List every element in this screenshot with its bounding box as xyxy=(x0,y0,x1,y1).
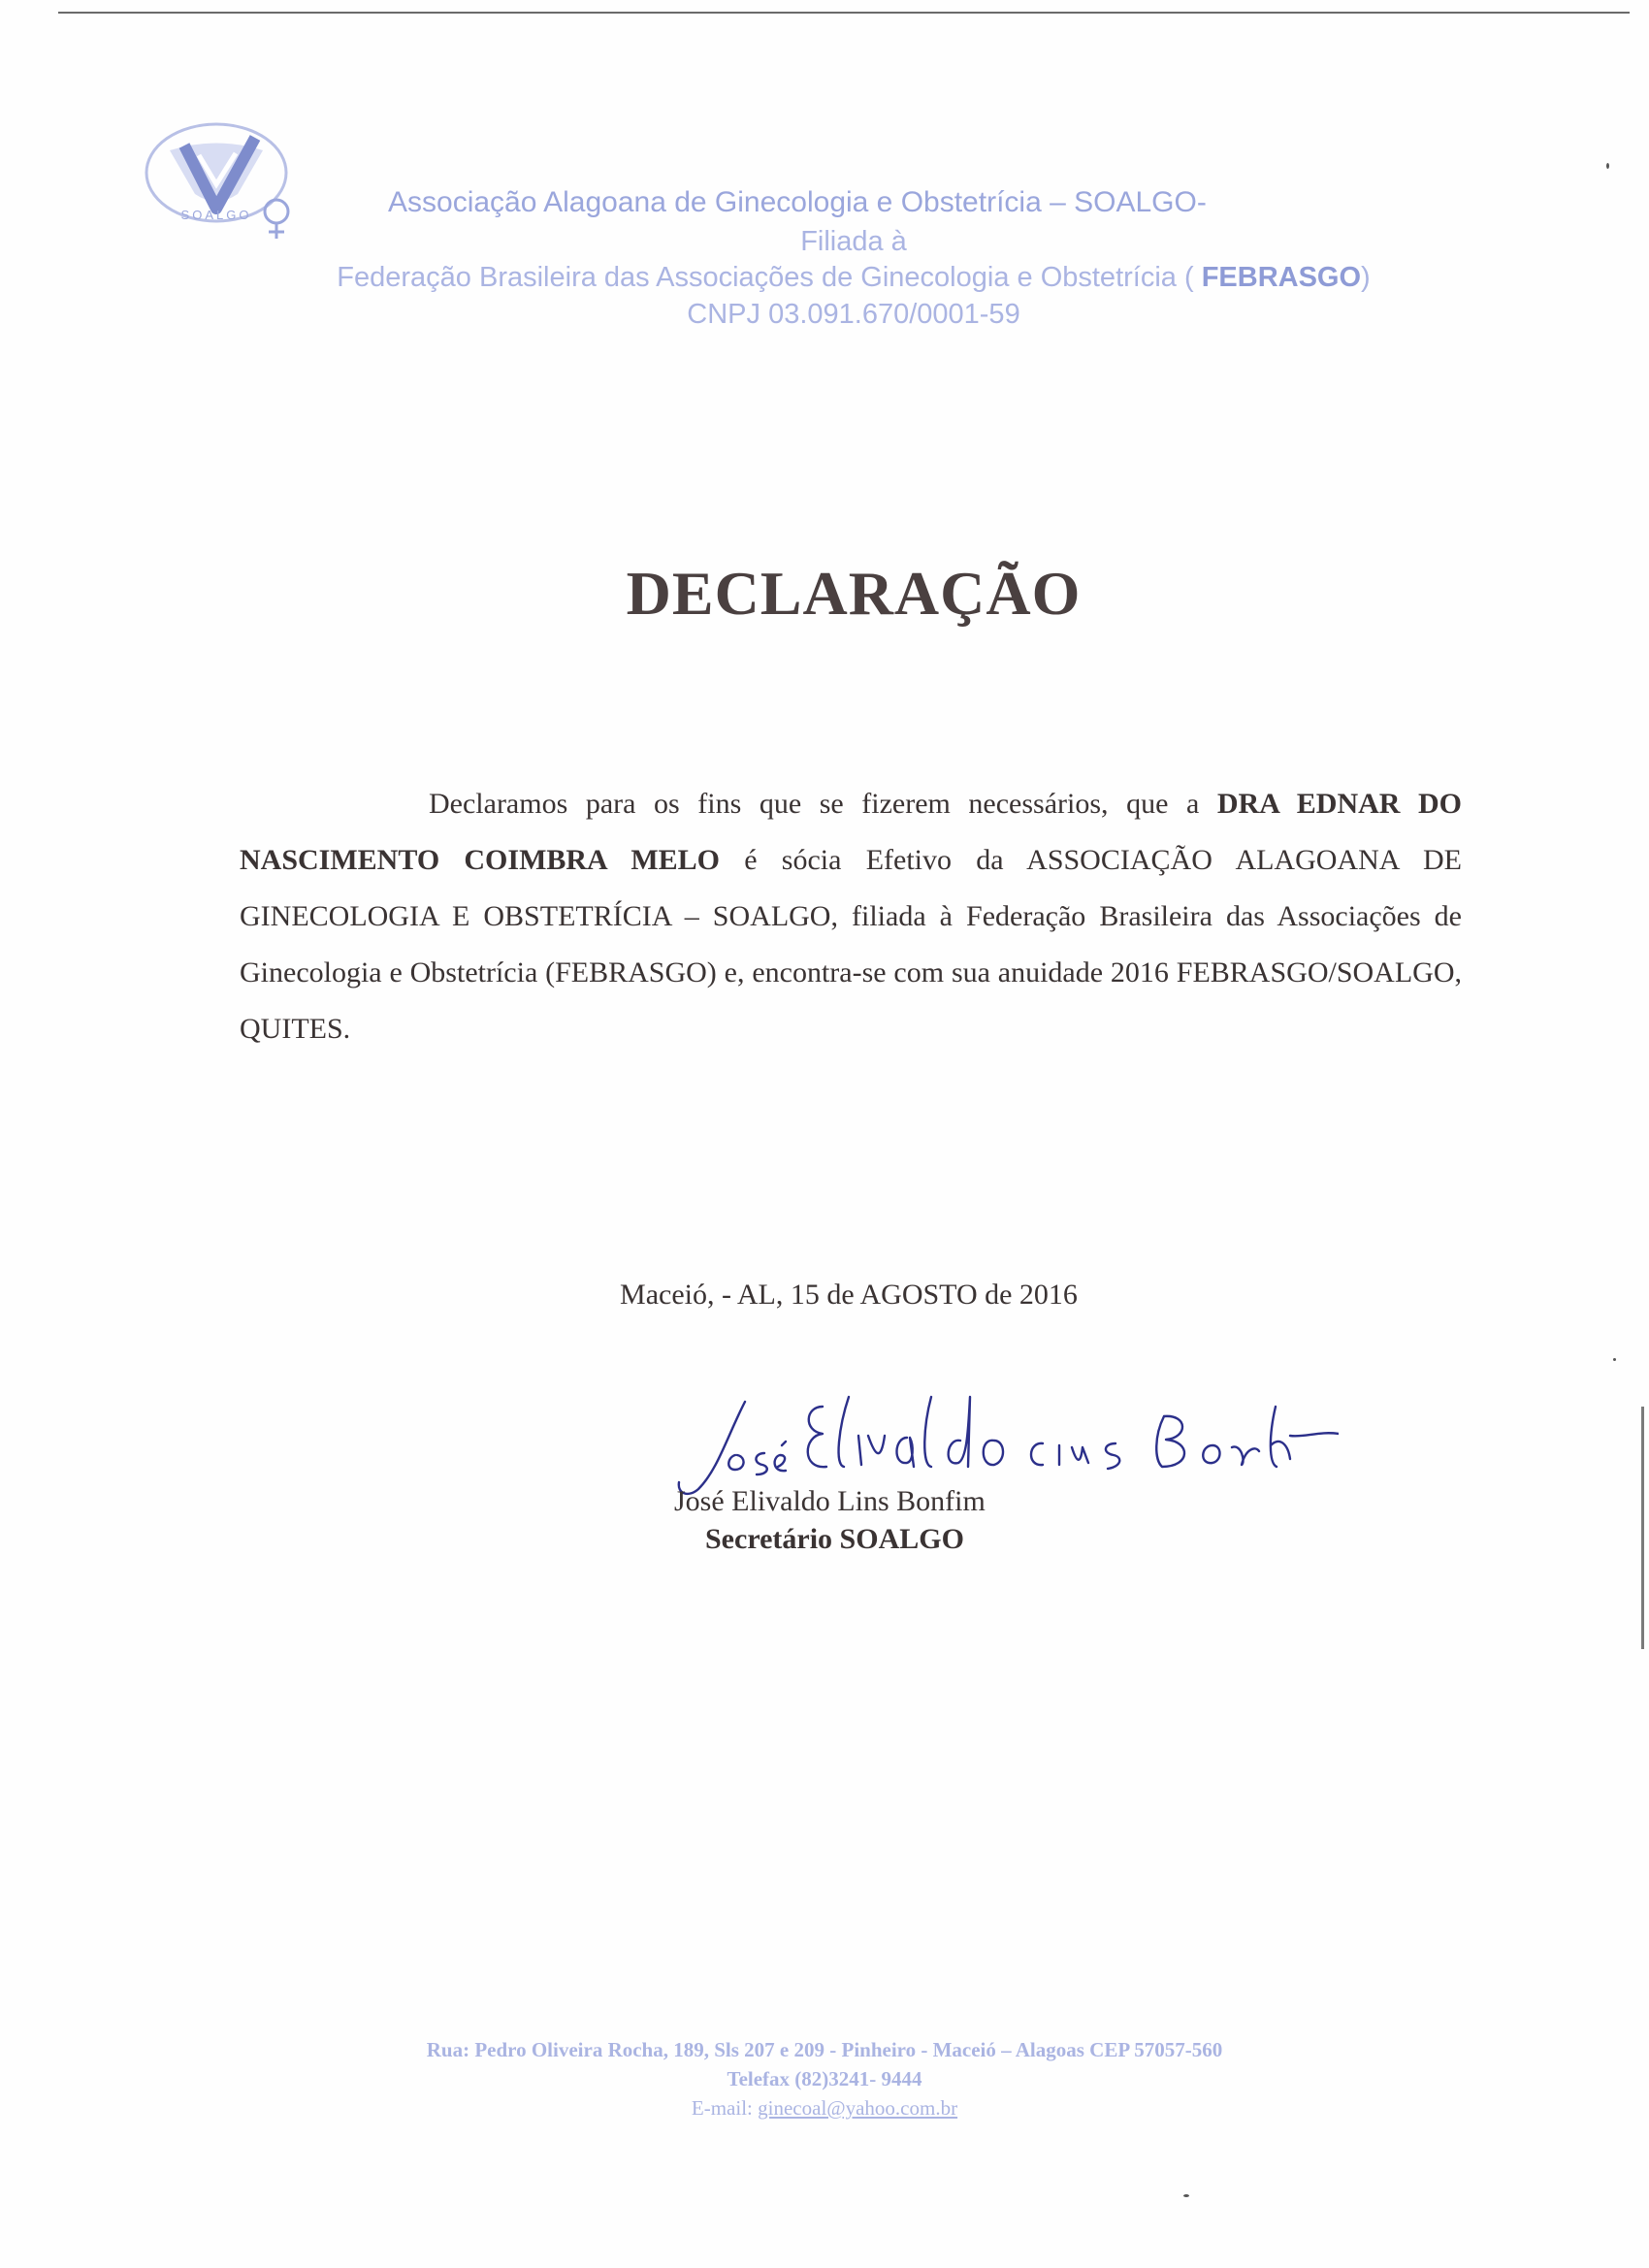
org-affiliation: Filiada à xyxy=(800,226,907,257)
footer xyxy=(0,2035,1649,2122)
org-federation xyxy=(223,262,1484,294)
federation-name: Federação Brasileira das Associações de Ginecologia e Obstetrícia ( xyxy=(337,262,1202,293)
scan-right-edge xyxy=(1641,1407,1644,1649)
footer-email-link[interactable]: ginecoal@yahoo.com.br xyxy=(758,2096,958,2120)
footer-phone: Telefax (82)3241- 9444 xyxy=(727,2067,922,2090)
scan-top-edge xyxy=(58,12,1630,14)
svg-text:SOALGO: SOALGO xyxy=(180,208,252,222)
soalgo-logo-icon xyxy=(141,116,306,243)
footer-email-label: E-mail: xyxy=(691,2096,759,2120)
scan-speck xyxy=(1606,163,1609,169)
signer-role: Secretário SOALGO xyxy=(705,1523,964,1555)
member-name: DRA EDNAR DO NASCIMENTO COIMBRA MELO xyxy=(240,788,1462,876)
federation-acronym: FEBRASGO xyxy=(1201,262,1362,293)
declaration-body xyxy=(240,776,1462,1057)
org-cnpj: CNPJ 03.091.670/0001-59 xyxy=(687,299,1020,330)
org-name: Associação Alagoana de Ginecologia e Obstetrícia – SOALGO- xyxy=(388,186,1207,218)
body-intro: Declaramos para os fins que se fizerem necessários, que a xyxy=(429,788,1217,820)
footer-address: Rua: Pedro Oliveira Rocha, 189, Sls 207 e 209 - Pinheiro - Maceió – Alagoas CEP 57057-560 xyxy=(426,2038,1223,2061)
federation-suffix: ) xyxy=(1361,262,1371,293)
footer-email xyxy=(0,2093,1649,2122)
signer-name: José Elivaldo Lins Bonfim xyxy=(674,1485,986,1517)
place-date: Maceió, - AL, 15 de AGOSTO de 2016 xyxy=(620,1279,1078,1311)
document-title: DECLARAÇÃO xyxy=(626,559,1082,628)
scan-speck xyxy=(1613,1358,1616,1361)
scan-speck xyxy=(1183,2194,1189,2197)
body-rest: é sócia Efetivo da ASSOCIAÇÃO ALAGOANA DE GINECOLOGIA E OBSTETRÍCIA – SOALGO, filiada à Federação Brasileira das Associações de Ginecologia e Obstetrícia (FEBRASGO) e, encontra-se com sua anuidade 2016 FEBRASGO/SOALGO, QUITES. xyxy=(240,844,1463,1045)
